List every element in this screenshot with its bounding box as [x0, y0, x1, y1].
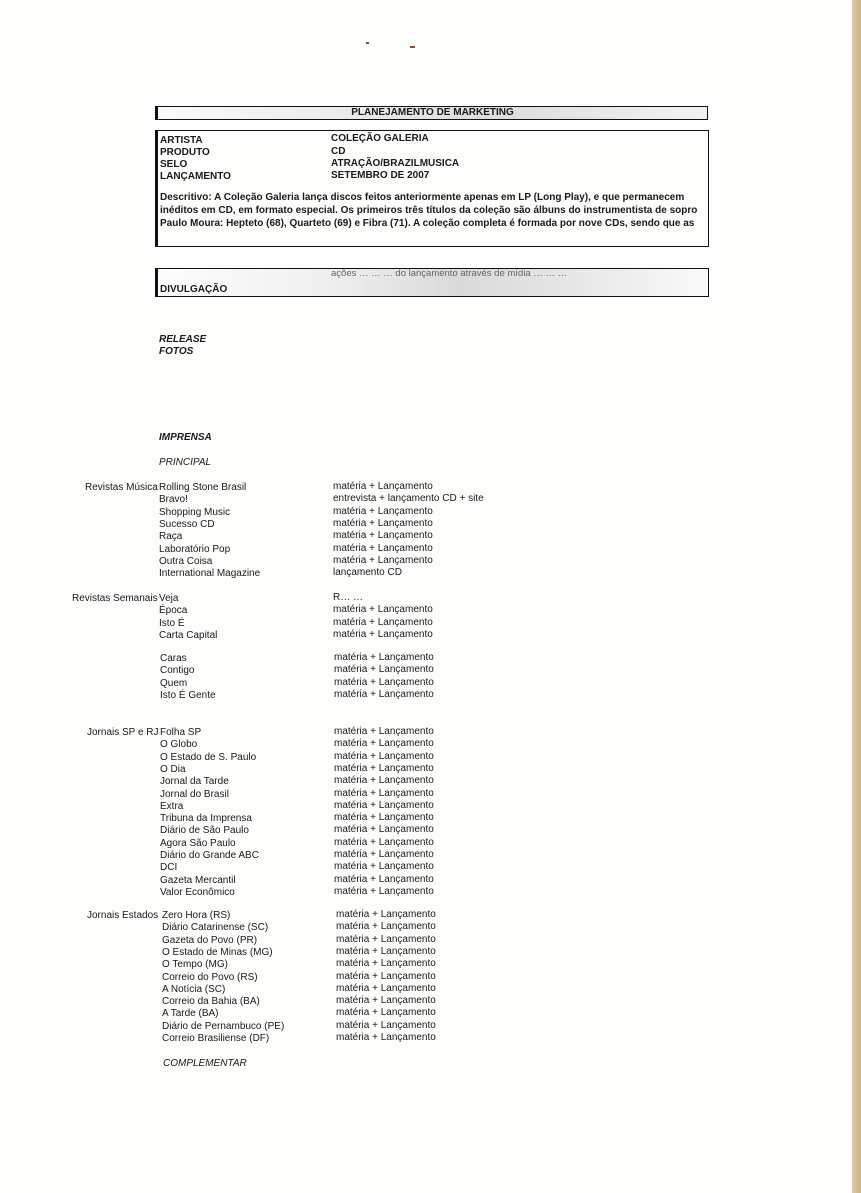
- group-label: Jornais Estados: [87, 910, 159, 921]
- media-outlet-name: DCI: [160, 862, 178, 874]
- media-action: matéria + Lançamento: [334, 652, 434, 663]
- group-label: Revistas Música: [85, 482, 158, 493]
- media-action: matéria + Lançamento: [334, 799, 434, 811]
- imprensa-heading: IMPRENSA: [159, 432, 212, 443]
- media-action: matéria + Lançamento: [334, 738, 434, 750]
- media-outlet-name: Laboratório Pop: [159, 543, 231, 555]
- media-outlet-name: Diário de São Paulo: [160, 825, 249, 837]
- media-outlet-name: Diário de Pernambuco (PE): [162, 1020, 285, 1032]
- media-action: entrevista + lançamento CD + site: [333, 493, 484, 505]
- media-outlet-name: Valor Econômico: [160, 886, 235, 898]
- media-outlet-name: International Magazine: [159, 568, 261, 580]
- media-outlet-name: O Estado de Minas (MG): [162, 946, 273, 958]
- media-outlet-name: Diário Catarinense (SC): [162, 922, 269, 934]
- release-date-label: LANÇAMENTO: [160, 171, 231, 182]
- product-value: CD: [331, 146, 346, 157]
- media-outlet-name: O Tempo (MG): [162, 959, 228, 971]
- media-outlet-name: Correio Brasiliense (DF): [162, 1033, 270, 1044]
- divulgacao-text: ações … … … do lançamento através de mídia … … …: [331, 268, 568, 279]
- media-action: matéria + Lançamento: [334, 775, 434, 787]
- media-action: matéria + Lançamento: [334, 676, 434, 688]
- media-action: lançamento CD: [333, 567, 402, 579]
- complementar-heading: COMPLEMENTAR: [163, 1058, 247, 1069]
- media-action: matéria + Lançamento: [333, 555, 433, 567]
- media-outlet-name: Caras: [160, 653, 187, 664]
- media-action: matéria + Lançamento: [334, 750, 434, 762]
- media-action: R… …: [333, 592, 363, 603]
- media-action: matéria + Lançamento: [334, 812, 434, 824]
- media-action: matéria + Lançamento: [333, 616, 433, 628]
- media-action: matéria + Lançamento: [334, 726, 434, 737]
- media-outlet-name: Correio da Bahia (BA): [162, 996, 260, 1008]
- media-outlet-name: Tribuna da Imprensa: [160, 813, 252, 825]
- media-action: matéria + Lançamento: [336, 921, 436, 933]
- media-outlet-name: Isto É Gente: [160, 690, 216, 702]
- media-action: matéria + Lançamento: [334, 873, 434, 885]
- media-outlet-name: Carta Capital: [159, 630, 218, 642]
- media-action: matéria + Lançamento: [336, 1007, 436, 1019]
- media-action: matéria + Lançamento: [333, 530, 433, 542]
- media-outlet-name: Gazeta Mercantil: [160, 874, 236, 886]
- media-outlet-name: Veja: [159, 593, 179, 604]
- media-outlet-name: Quem: [160, 677, 188, 689]
- media-outlet-name: Isto É: [159, 617, 185, 629]
- media-action: matéria + Lançamento: [334, 885, 434, 897]
- divulgacao-box: [155, 268, 709, 297]
- media-action: matéria + Lançamento: [334, 836, 434, 848]
- media-outlet-name: Bravo!: [159, 494, 188, 506]
- media-outlet-name: Folha SP: [160, 727, 202, 738]
- label-value: ATRAÇÃO/BRAZILMUSICA: [331, 158, 460, 169]
- media-action: matéria + Lançamento: [334, 824, 434, 836]
- media-outlet-name: Rolling Stone Brasil: [159, 482, 247, 493]
- media-action: matéria + Lançamento: [336, 958, 436, 970]
- media-outlet-name: Extra: [160, 800, 184, 812]
- media-outlet-name: Contigo: [160, 665, 195, 677]
- media-action: matéria + Lançamento: [333, 481, 433, 492]
- media-outlet-name: Gazeta do Povo (PR): [162, 934, 258, 946]
- media-action: matéria + Lançamento: [333, 604, 433, 616]
- group-label: Jornais SP e RJ: [87, 727, 159, 738]
- media-action: matéria + Lançamento: [334, 762, 434, 774]
- description-text: Descritivo: A Coleção Galeria lança discos feitos anteriormente apenas em LP (Long Play), e que permanecem inéditos em CD, em formato especial. Os primeiros três títulos da coleção são álbuns do instrumentista de sopro Paulo Moura: Hepteto (68), Quarteto (69) e Fibra (71). A coleção completa é formada por nove CDs, sendo que as: [160, 192, 698, 229]
- release-date-value: SETEMBRO DE 2007: [331, 170, 430, 181]
- media-outlet-name: Zero Hora (RS): [162, 910, 231, 921]
- media-action: matéria + Lançamento: [334, 787, 434, 799]
- media-action: matéria + Lançamento: [336, 982, 436, 994]
- media-outlet-name: Diário do Grande ABC: [160, 850, 259, 861]
- media-action: matéria + Lançamento: [333, 542, 433, 554]
- media-outlet-name: O Globo: [160, 739, 198, 751]
- release-heading: RELEASE: [159, 334, 207, 345]
- group-label: Revistas Semanais: [72, 593, 158, 604]
- product-info-box: [155, 130, 709, 247]
- media-action: matéria + Lançamento: [336, 1019, 436, 1031]
- ink-speck: [366, 42, 369, 44]
- divulgacao-label: DIVULGAÇÃO: [160, 284, 228, 295]
- media-action: matéria + Lançamento: [336, 1032, 436, 1043]
- media-action: matéria + Lançamento: [336, 909, 436, 920]
- fotos-heading: FOTOS: [159, 346, 194, 357]
- media-action: matéria + Lançamento: [336, 933, 436, 945]
- artist-value: COLEÇÃO GALERIA: [331, 133, 429, 144]
- media-action: matéria + Lançamento: [336, 970, 436, 982]
- page-title: PLANEJAMENTO DE MARKETING: [155, 106, 708, 120]
- media-action: matéria + Lançamento: [334, 861, 434, 873]
- ink-speck: [410, 46, 415, 48]
- product-label: PRODUTO: [160, 147, 210, 158]
- media-action: matéria + Lançamento: [333, 505, 433, 517]
- media-outlet-name: A Tarde (BA): [162, 1008, 219, 1020]
- media-outlet-name: Correio do Povo (RS): [162, 971, 258, 983]
- media-outlet-name: Jornal da Tarde: [160, 776, 229, 788]
- artist-label: ARTISTA: [160, 135, 203, 146]
- media-action: matéria + Lançamento: [333, 629, 433, 641]
- media-outlet-name: Raça: [159, 531, 183, 543]
- paper-edge: [852, 0, 861, 1193]
- media-action: matéria + Lançamento: [336, 995, 436, 1007]
- media-action: matéria + Lançamento: [334, 664, 434, 676]
- media-outlet-name: Shopping Music: [159, 506, 231, 518]
- media-outlet-name: Sucesso CD: [159, 519, 215, 531]
- media-outlet-name: A Notícia (SC): [162, 983, 226, 995]
- media-action: matéria + Lançamento: [334, 689, 434, 701]
- label-label: SELO: [160, 159, 188, 170]
- media-action: matéria + Lançamento: [333, 518, 433, 530]
- media-action: matéria + Lançamento: [334, 849, 434, 860]
- media-outlet-name: Época: [159, 605, 188, 617]
- principal-heading: PRINCIPAL: [159, 457, 212, 468]
- media-outlet-name: O Dia: [160, 763, 186, 775]
- media-action: matéria + Lançamento: [336, 945, 436, 957]
- media-outlet-name: Outra Coisa: [159, 556, 213, 568]
- media-outlet-name: Agora São Paulo: [160, 837, 236, 849]
- media-outlet-name: Jornal do Brasil: [160, 788, 229, 800]
- media-outlet-name: O Estado de S. Paulo: [160, 751, 257, 763]
